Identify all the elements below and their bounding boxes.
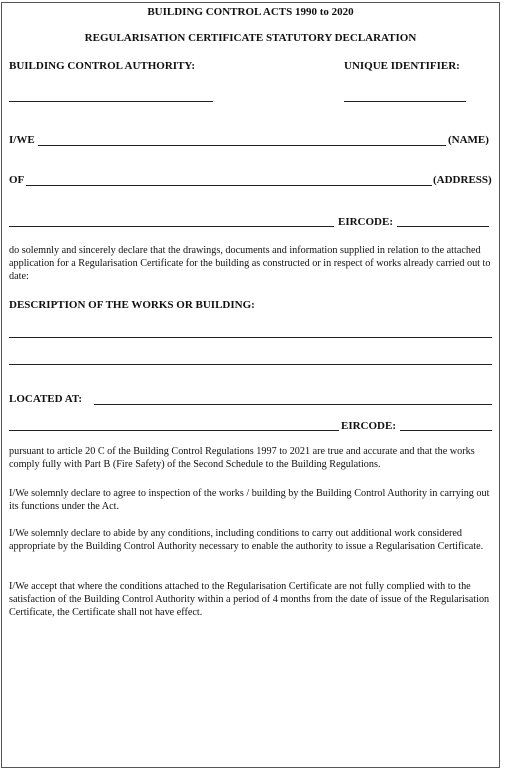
located-label: LOCATED AT: [9, 393, 83, 405]
identifier-field-line[interactable] [344, 101, 466, 102]
eircode-label: EIRCODE: [338, 216, 394, 228]
name-field-line[interactable] [38, 145, 446, 146]
iwe-label: I/WE [9, 134, 35, 146]
of-label: OF [9, 174, 25, 186]
inspection-paragraph: I/We solemnly declare to agree to inspection of the works / building by the Building Control Authority in carrying out its functions under the Act. [9, 488, 490, 512]
name-label: (NAME) [448, 134, 489, 146]
authority-field-line[interactable] [9, 101, 213, 102]
eircode-field-line-2[interactable] [400, 430, 492, 431]
form-subtitle: REGULARISATION CERTIFICATE STATUTORY DECLARATION [84, 32, 417, 44]
eircode-label-2: EIRCODE: [341, 420, 397, 432]
authority-label: BUILDING CONTROL AUTHORITY: [9, 60, 196, 72]
address-field-line[interactable] [26, 185, 432, 186]
located-continued-line[interactable] [9, 430, 339, 431]
address-continued-line[interactable] [9, 226, 334, 227]
declaration-form [1, 2, 500, 768]
located-field-line[interactable] [94, 404, 492, 405]
conditions-paragraph: I/We solemnly declare to abide by any conditions, including conditions to carry out additional work considered appropriate by the Building Control Authority necessary to enable the authority to issue a Regularisation Certificate. [9, 528, 484, 552]
pursuant-paragraph: pursuant to article 20 C of the Building Control Regulations 1997 to 2021 are true and accurate and that the works comply fully with Part B (Fire Safety) of the Second Schedule to the Building Regulations. [9, 446, 475, 470]
description-line-2[interactable] [9, 364, 492, 365]
description-label: DESCRIPTION OF THE WORKS OR BUILDING: [9, 299, 255, 311]
address-label: (ADDRESS) [433, 174, 492, 186]
description-line-1[interactable] [9, 337, 492, 338]
form-title: BUILDING CONTROL ACTS 1990 to 2020 [147, 6, 354, 18]
accept-paragraph: I/We accept that where the conditions attached to the Regularisation Certificate are not fully complied with to the satisfaction of the Building Control Authority within a period of 4 months from the date of issue of the Regularisation Certificate, the Certificate shall not have effect. [9, 581, 490, 618]
declare-paragraph: do solemnly and sincerely declare that the drawings, documents and information supplied in relation to the attached application for a Regularisation Certificate for the building as constructed or in respect of works already carried out to date: [9, 245, 491, 282]
eircode-field-line[interactable] [397, 226, 489, 227]
identifier-label: UNIQUE IDENTIFIER: [344, 60, 460, 72]
